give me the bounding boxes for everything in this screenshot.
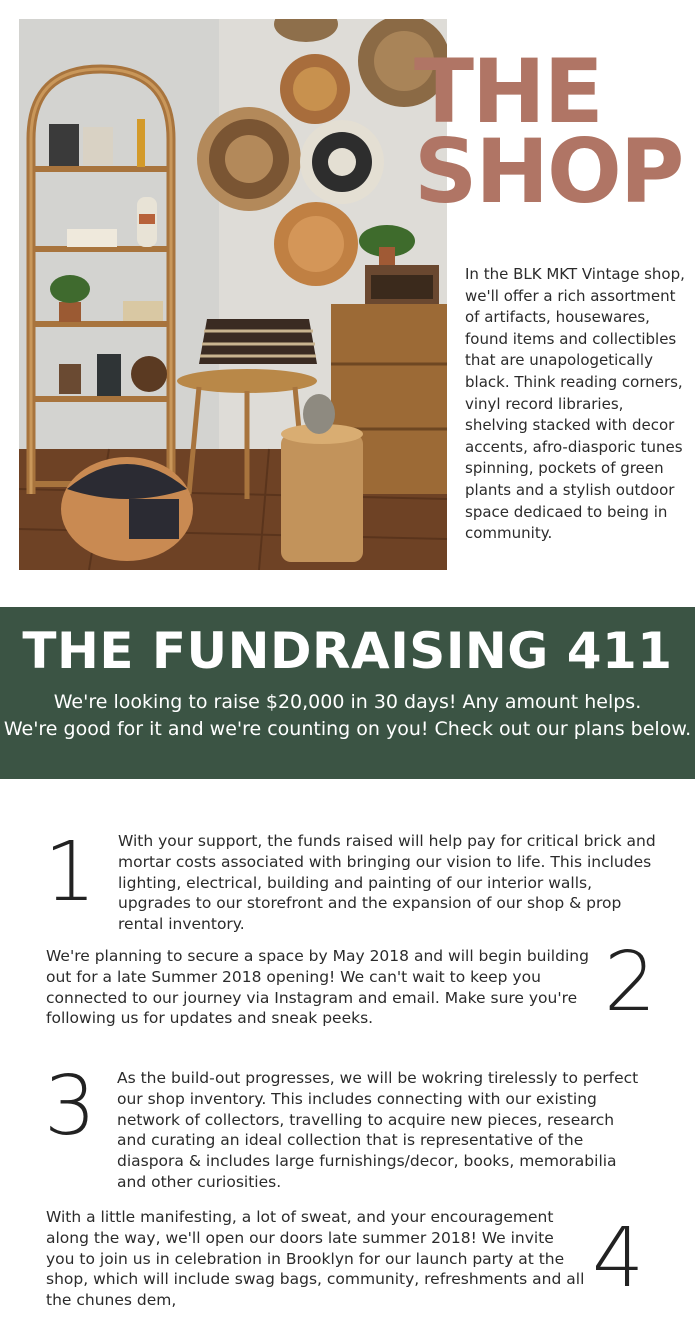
- banner-text: [0, 689, 695, 743]
- shop-title-line1: THE: [414, 40, 602, 143]
- banner-text-line2: We're good for it and we're counting on you! Check out our plans below.: [3, 718, 692, 740]
- plan-1-number: 1: [44, 825, 97, 920]
- shop-title-line2: SHOP: [414, 120, 683, 223]
- shop-interior-photo: [19, 19, 447, 570]
- plan-4-text: With a little manifesting, a lot of sweat, and your encouragement along the way, we'll open our doors late summer 2018! We invite you to join us in celebration in Brooklyn for our launch party at the shop, which will include swag bags, community, refreshments and all the chunes dem,: [46, 1208, 585, 1310]
- plan-1-text: With your support, the funds raised will help pay for critical brick and mortar costs associated with bringing our vision to life. This includes lighting, electrical, building and painting of our interior walls, upgrades to our storefront and the expansion of our shop & prop rental inventory.: [118, 832, 656, 934]
- banner-title: THE FUNDRAISING 411: [22, 622, 673, 680]
- banner-text-line1: We're looking to raise $20,000 in 30 days! Any amount helps.: [53, 691, 642, 713]
- shop-description: In the BLK MKT Vintage shop, we'll offer a rich assortment of artifacts, housewares, found items and collectibles that are unapologetically black. Think reading corners, vinyl record libraries, shelving stacked with decor accents, afro-diasporic tunes spinning, pockets of green plants and a stylish outdoor space dedicaed to being in community.: [465, 265, 685, 543]
- fundraising-banner: [0, 607, 695, 779]
- plan-3-number: 3: [44, 1059, 97, 1154]
- plan-2-text: We're planning to secure a space by May 2018 and will begin building out for a late Summer 2018 opening! We can't wait to keep you connected to our journey via Instagram and email. Make sure you're following us for updates and sneak peeks.: [46, 947, 589, 1028]
- plan-4-number: 4: [592, 1211, 645, 1306]
- plan-2-number: 2: [604, 935, 657, 1030]
- shop-title: [414, 40, 683, 223]
- plan-3-text: As the build-out progresses, we will be wokring tirelessly to perfect our shop inventory. This includes connecting with our existing network of collectors, travelling to acquire new pieces, research and curating an ideal collection that is representative of the diaspora & includes large furnishings/decor, books, memorabilia and other curiosities.: [117, 1069, 639, 1191]
